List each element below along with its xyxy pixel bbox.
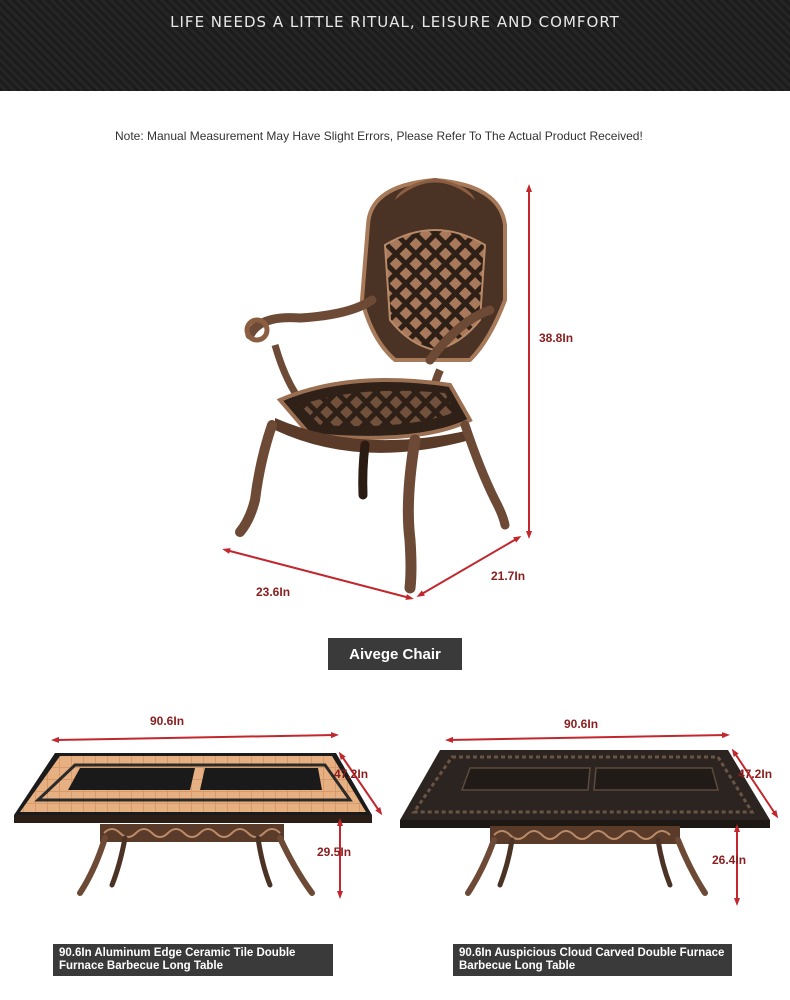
table-right-length-label: 90.6In (564, 717, 599, 731)
table-right-width-label: 47.2In (738, 767, 773, 781)
table-right-illustration (400, 750, 773, 893)
chair-depth-line (420, 538, 518, 595)
chair-width-line (226, 550, 410, 598)
table-left-illustration (14, 753, 372, 893)
chair-name-label: Aivege Chair (328, 638, 462, 670)
table-right-height-label: 26.4In (712, 853, 747, 867)
measurement-note: Note: Manual Measurement May Have Slight Errors, Please Refer To The Actual Product Received! (115, 129, 643, 143)
chair-depth-label: 21.7In (491, 569, 526, 583)
banner-title: LIFE NEEDS A LITTLE RITUAL, LEISURE AND COMFORT (170, 13, 620, 31)
chair-width-label: 23.6In (256, 585, 291, 599)
table-left-length-label: 90.6In (150, 714, 185, 728)
chair-height-label: 38.8In (539, 331, 574, 345)
table-right-length-line (449, 735, 726, 740)
table-left-caption: 90.6In Aluminum Edge Ceramic Tile Double Furnace Barbecue Long Table (53, 944, 333, 976)
table-left-height-label: 29.5In (317, 845, 352, 859)
chair-illustration (240, 178, 505, 588)
table-right-caption: 90.6In Auspicious Cloud Carved Double Furnace Barbecue Long Table (453, 944, 732, 976)
table-left-width-label: 47.2In (334, 767, 369, 781)
table-left-length-line (55, 735, 335, 740)
